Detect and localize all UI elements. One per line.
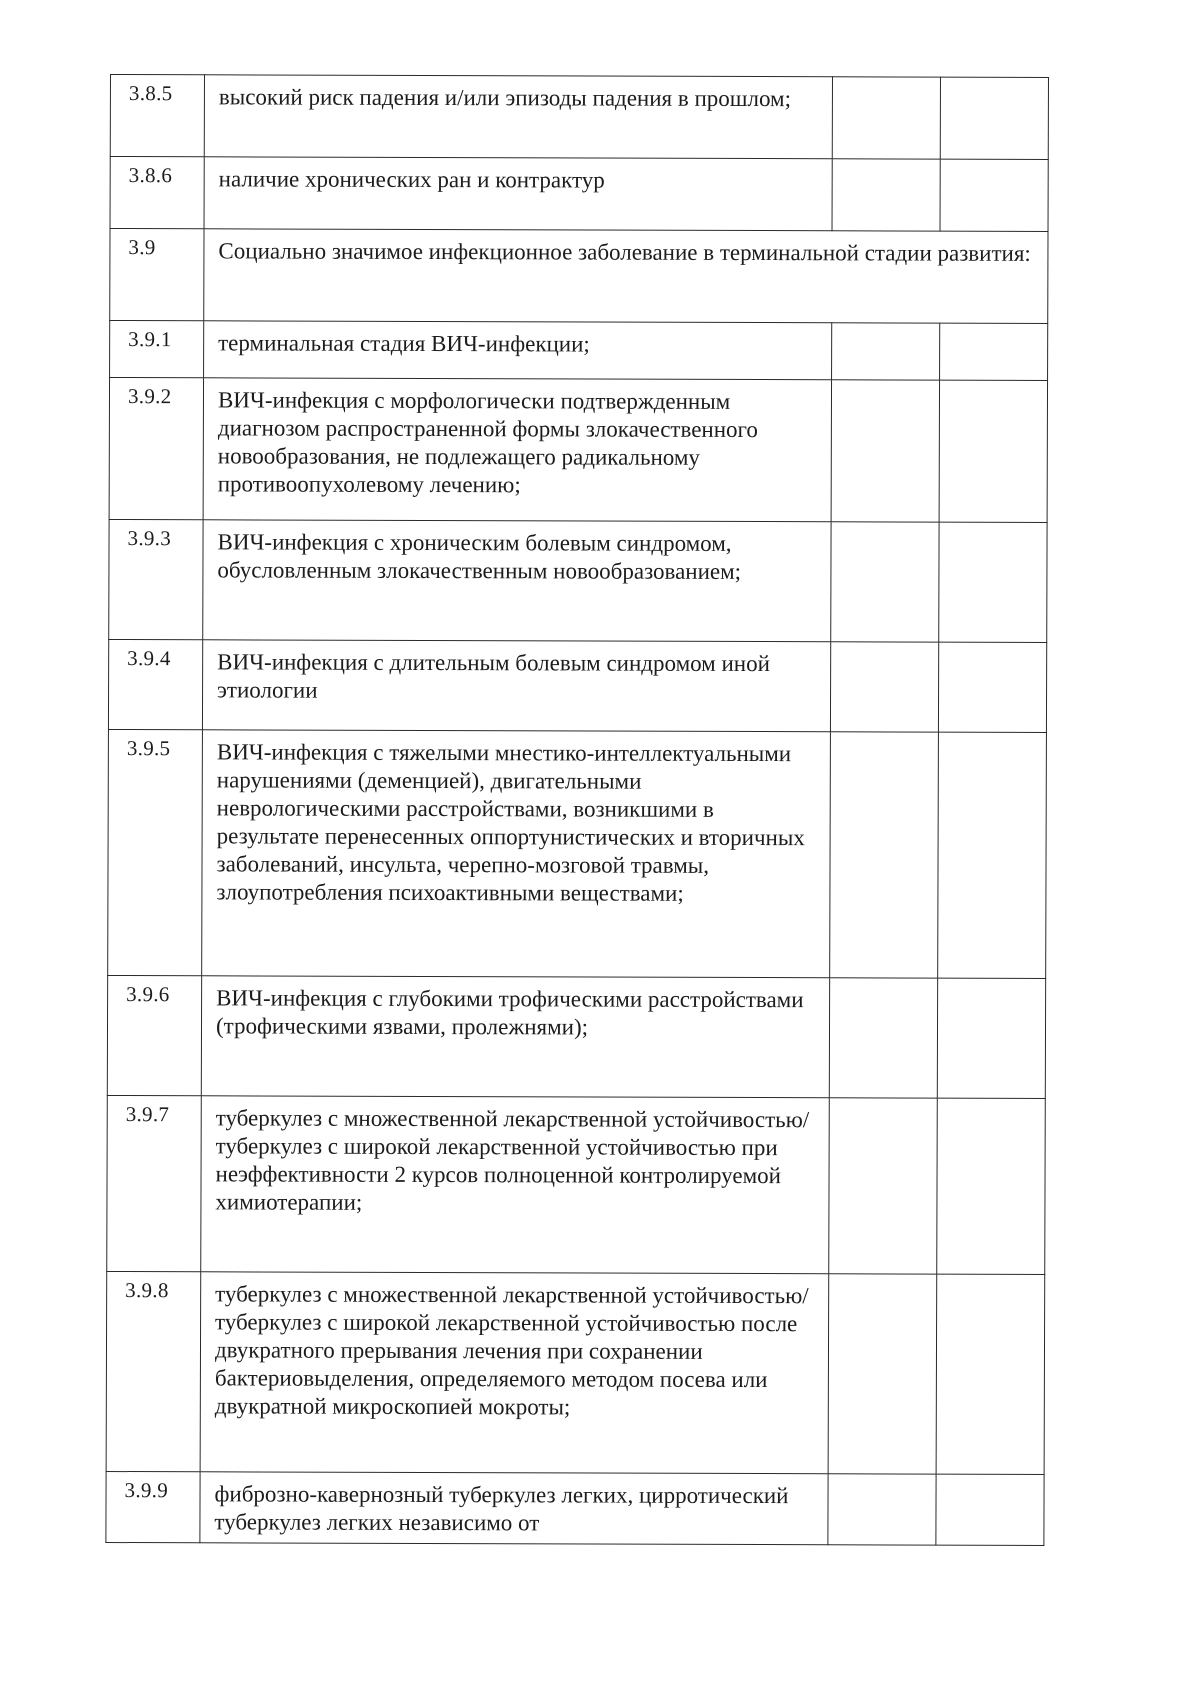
- answer-cell: [938, 732, 1047, 978]
- answer-cell: [828, 1474, 936, 1545]
- answer-cell: [830, 732, 939, 978]
- item-text: туберкулез с множественной лекарственной устойчивостью/туберкулез с широкой лекарственной устойчивостью после двукратного прерывания лечения при сохранении бактериовыделения, определяемого методом посева или двукратной микроскопией мокроты;: [200, 1272, 829, 1474]
- answer-cell: [832, 159, 940, 231]
- item-text: ВИЧ-инфекция с тяжелыми мнестико-интеллектуальными нарушениями (деменцией), двигательными неврологическими расстройствами, возникшими в результате перенесенных оппортунистических и вторичных заболеваний, инсульта, черепно-мозговой травмы, злоупотребления психоактивными веществами;: [202, 730, 831, 978]
- item-text: ВИЧ-инфекция с морфологически подтвержденным диагнозом распространенной формы злокачественного новообразования, не подлежащего радикальному противоопухолевому лечению;: [203, 378, 831, 522]
- answer-cell: [828, 1274, 937, 1474]
- item-number: 3.9.1: [110, 321, 204, 378]
- item-number: 3.9.5: [108, 729, 203, 975]
- item-number: 3.9.7: [107, 1095, 202, 1271]
- table-row: [106, 1271, 1045, 1474]
- answer-cell: [937, 978, 1045, 1098]
- item-number: 3.9.2: [109, 378, 203, 520]
- answer-cell: [938, 642, 1046, 732]
- item-text: высокий риск падения и/или эпизоды падения в прошлом;: [204, 75, 832, 159]
- answer-cell: [940, 77, 1048, 159]
- answer-cell: [831, 380, 939, 522]
- table-row: [107, 1095, 1046, 1274]
- criteria-table: [105, 74, 1049, 1546]
- item-text: терминальная стадия ВИЧ-инфекции;: [204, 321, 832, 380]
- item-text: ВИЧ-инфекция с глубокими трофическими расстройствами (трофическими язвами, пролежнями);: [201, 976, 829, 1098]
- item-number: 3.9.8: [106, 1271, 201, 1471]
- table-row: [108, 639, 1046, 732]
- answer-cell: [832, 323, 940, 380]
- table-row: [106, 1471, 1044, 1545]
- answer-cell: [830, 642, 938, 732]
- answer-cell: [939, 380, 1047, 522]
- answer-cell: [936, 1274, 1045, 1474]
- table-row: [108, 729, 1047, 978]
- item-number: 3.8.5: [110, 75, 204, 157]
- table-row: [109, 378, 1047, 523]
- item-text: ВИЧ-инфекция с длительным болевым синдромом иной этиологии: [202, 640, 830, 732]
- answer-cell: [940, 323, 1048, 380]
- item-number: 3.9.6: [107, 975, 201, 1095]
- section-heading: Социально значимое инфекционное заболевание в терминальной стадии развития:: [204, 229, 1048, 324]
- item-number: 3.9.9: [106, 1471, 200, 1542]
- table-row: [110, 321, 1048, 381]
- table-row: [110, 229, 1048, 324]
- item-text: наличие хронических ран и контрактур: [204, 157, 832, 231]
- item-number: 3.9: [110, 229, 204, 321]
- table-row: [110, 157, 1048, 232]
- item-text: туберкулез с множественной лекарственной устойчивостью/туберкулез с широкой лекарственной устойчивостью при неэффективности 2 курсов полноценной контролируемой химиотерапии;: [201, 1096, 830, 1274]
- item-number: 3.9.4: [108, 639, 202, 729]
- answer-cell: [937, 1098, 1046, 1274]
- answer-cell: [831, 522, 939, 642]
- table-row: [109, 519, 1047, 642]
- answer-cell: [829, 1098, 938, 1274]
- table-row: [107, 975, 1045, 1098]
- answer-cell: [939, 522, 1047, 642]
- item-number: 3.8.6: [110, 157, 204, 229]
- table-row: [110, 75, 1048, 160]
- item-number: 3.9.3: [109, 519, 203, 639]
- item-text: фиброзно-кавернозный туберкулез легких, цирротический туберкулез легких независимо от: [200, 1472, 828, 1545]
- answer-cell: [832, 77, 940, 159]
- answer-cell: [829, 978, 937, 1098]
- item-text: ВИЧ-инфекция с хроническим болевым синдромом, обусловленным злокачественным новообразованием;: [203, 520, 831, 642]
- answer-cell: [936, 1474, 1044, 1545]
- answer-cell: [940, 159, 1048, 231]
